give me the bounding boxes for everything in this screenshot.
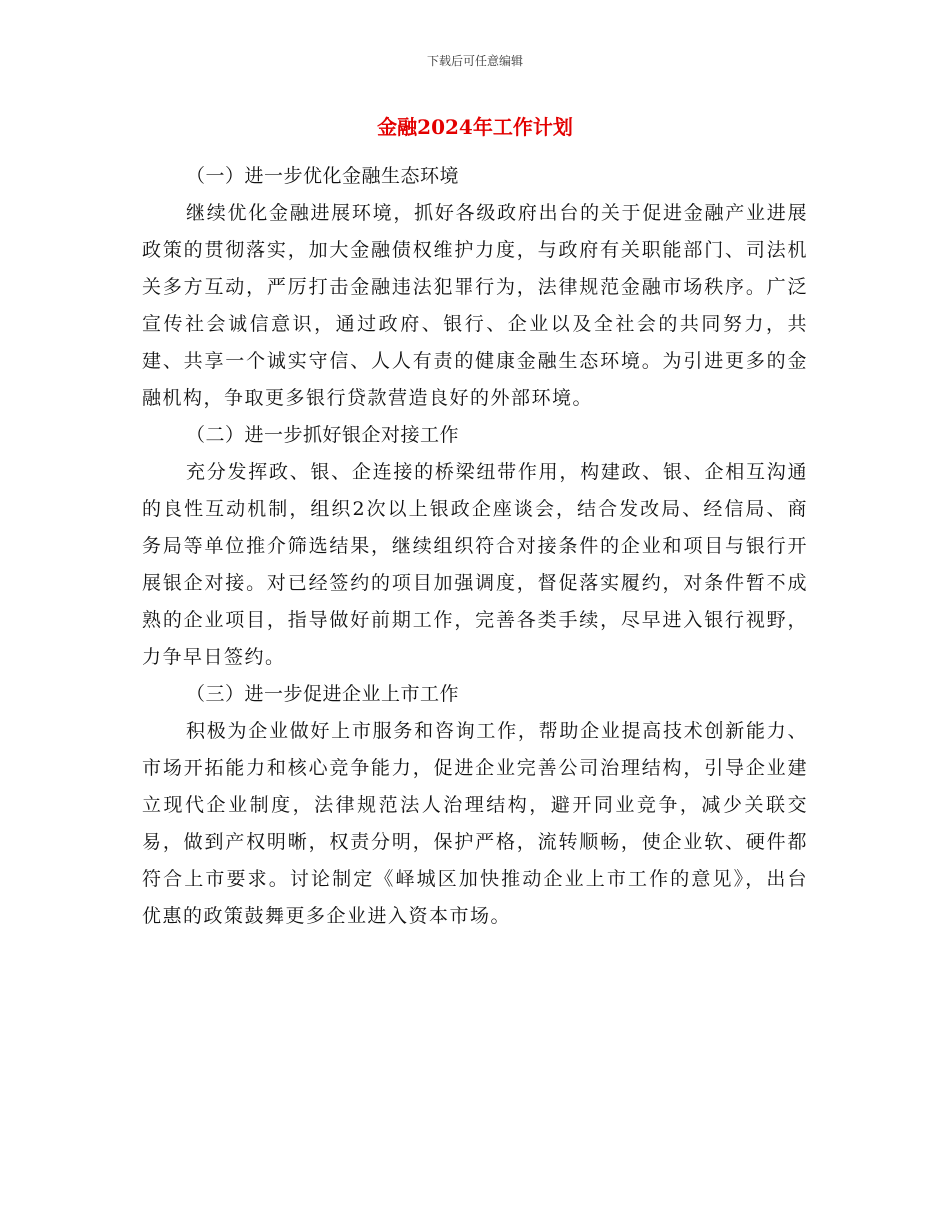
section-paragraph: 充分发挥政、银、企连接的桥梁纽带作用，构建政、银、企相互沟通的良性互动机制，组织2次以上银政企座谈会，结合发改局、经信局、商务局等单位推介筛选结果，继续组织符合对接条件的企业和项目与银行开展银企对接。对已经签约的项目加强调度，督促落实履约，对条件暂不成熟的企业项目，指导做好前期工作，完善各类手续，尽早进入银行视野，力争早日签约。 bbox=[142, 461, 808, 668]
section-2 bbox=[142, 417, 808, 676]
section-paragraph: 积极为企业做好上市服务和咨询工作，帮助企业提高技术创新能力、市场开拓能力和核心竞争能力，促进企业完善公司治理结构，引导企业建立现代企业制度，法律规范法人治理结构，避开同业竞争，减少关联交易，做到产权明晰，权责分明，保护严格，流转顺畅，使企业软、硬件都符合上市要求。讨论制定《峄城区加快推动企业上市工作的意见》，出台优惠的政策鼓舞更多企业进入资本市场。 bbox=[142, 720, 808, 927]
section-paragraph: 继续优化金融进展环境，抓好各级政府出台的关于促进金融产业进展政策的贯彻落实，加大金融债权维护力度，与政府有关职能部门、司法机关多方互动，严厉打击金融违法犯罪行为，法律规范金融市场秩序。广泛宣传社会诚信意识，通过政府、银行、企业以及全社会的共同努力，共建、共享一个诚实守信、人人有责的健康金融生态环境。为引进更多的金融机构，争取更多银行贷款营造良好的外部环境。 bbox=[142, 202, 808, 409]
page-header-note: 下载后可任意编辑 bbox=[426, 54, 523, 68]
section-1 bbox=[142, 158, 808, 417]
section-3 bbox=[142, 676, 808, 935]
section-heading: （二）进一步抓好银企对接工作 bbox=[186, 424, 460, 446]
section-heading: （一）进一步优化金融生态环境 bbox=[186, 165, 460, 187]
document-body bbox=[142, 158, 808, 935]
section-heading: （三）进一步促进企业上市工作 bbox=[186, 683, 460, 705]
document-title: 金融2024年工作计划 bbox=[377, 115, 573, 139]
